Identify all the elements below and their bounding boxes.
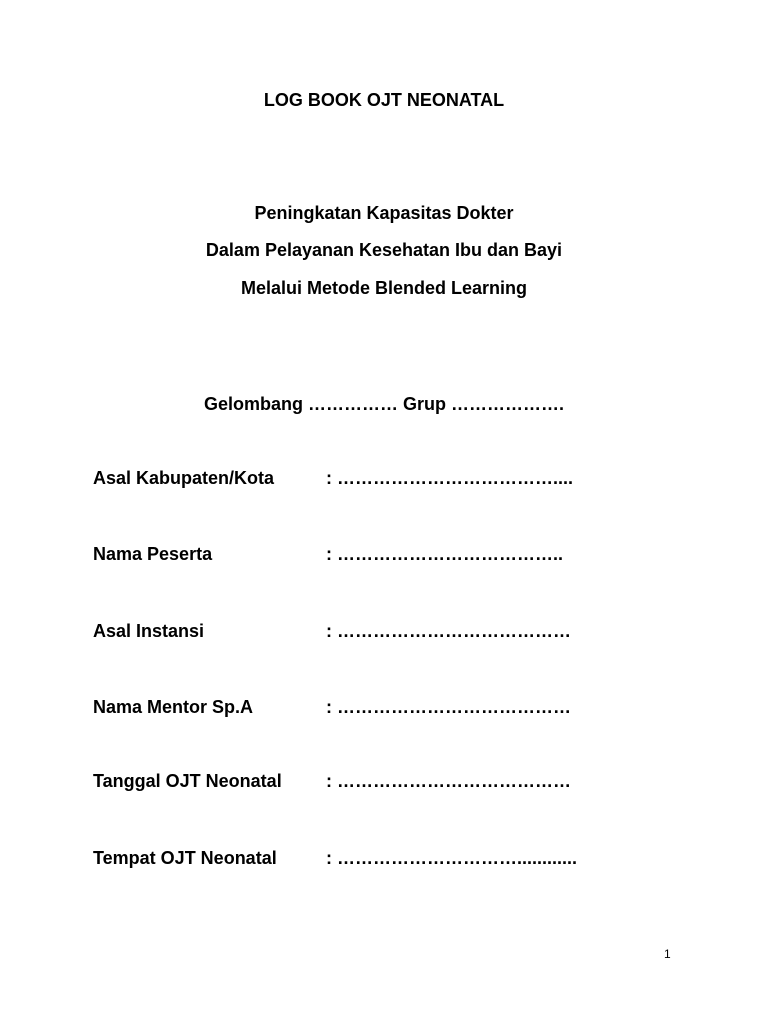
field-blank: : ………………………………… (326, 697, 571, 717)
field-label: Nama Mentor Sp.A (93, 697, 254, 717)
field-blank: : …………………………............ (326, 848, 578, 868)
field-label: Nama Peserta (93, 544, 213, 564)
field-blank: : ………………………………… (326, 771, 571, 791)
field-blank: : ………………………………… (326, 621, 571, 641)
page-number: 1 (664, 947, 671, 961)
gelombang-label: Gelombang (203, 394, 303, 414)
field-blank: : ……………………………….... (326, 468, 573, 488)
field-blank: : ……………………………….. (326, 544, 563, 564)
subtitle-line-1: Peningkatan Kapasitas Dokter (254, 203, 514, 223)
field-label: Asal Instansi (93, 621, 205, 641)
subtitle-line-3: Melalui Metode Blended Learning (240, 278, 528, 298)
field-label: Asal Kabupaten/Kota (93, 468, 275, 488)
document-title: LOG BOOK OJT NEONATAL (263, 90, 505, 110)
grup-label: Grup (403, 394, 446, 414)
field-label: Tanggal OJT Neonatal (93, 771, 282, 791)
subtitle-line-2: Dalam Pelayanan Kesehatan Ibu dan Bayi (205, 240, 563, 260)
grup-blank: ………………. (451, 394, 565, 414)
batch-group-line (0, 393, 768, 415)
field-label: Tempat OJT Neonatal (93, 848, 277, 868)
gelombang-blank: …………… (307, 394, 398, 414)
